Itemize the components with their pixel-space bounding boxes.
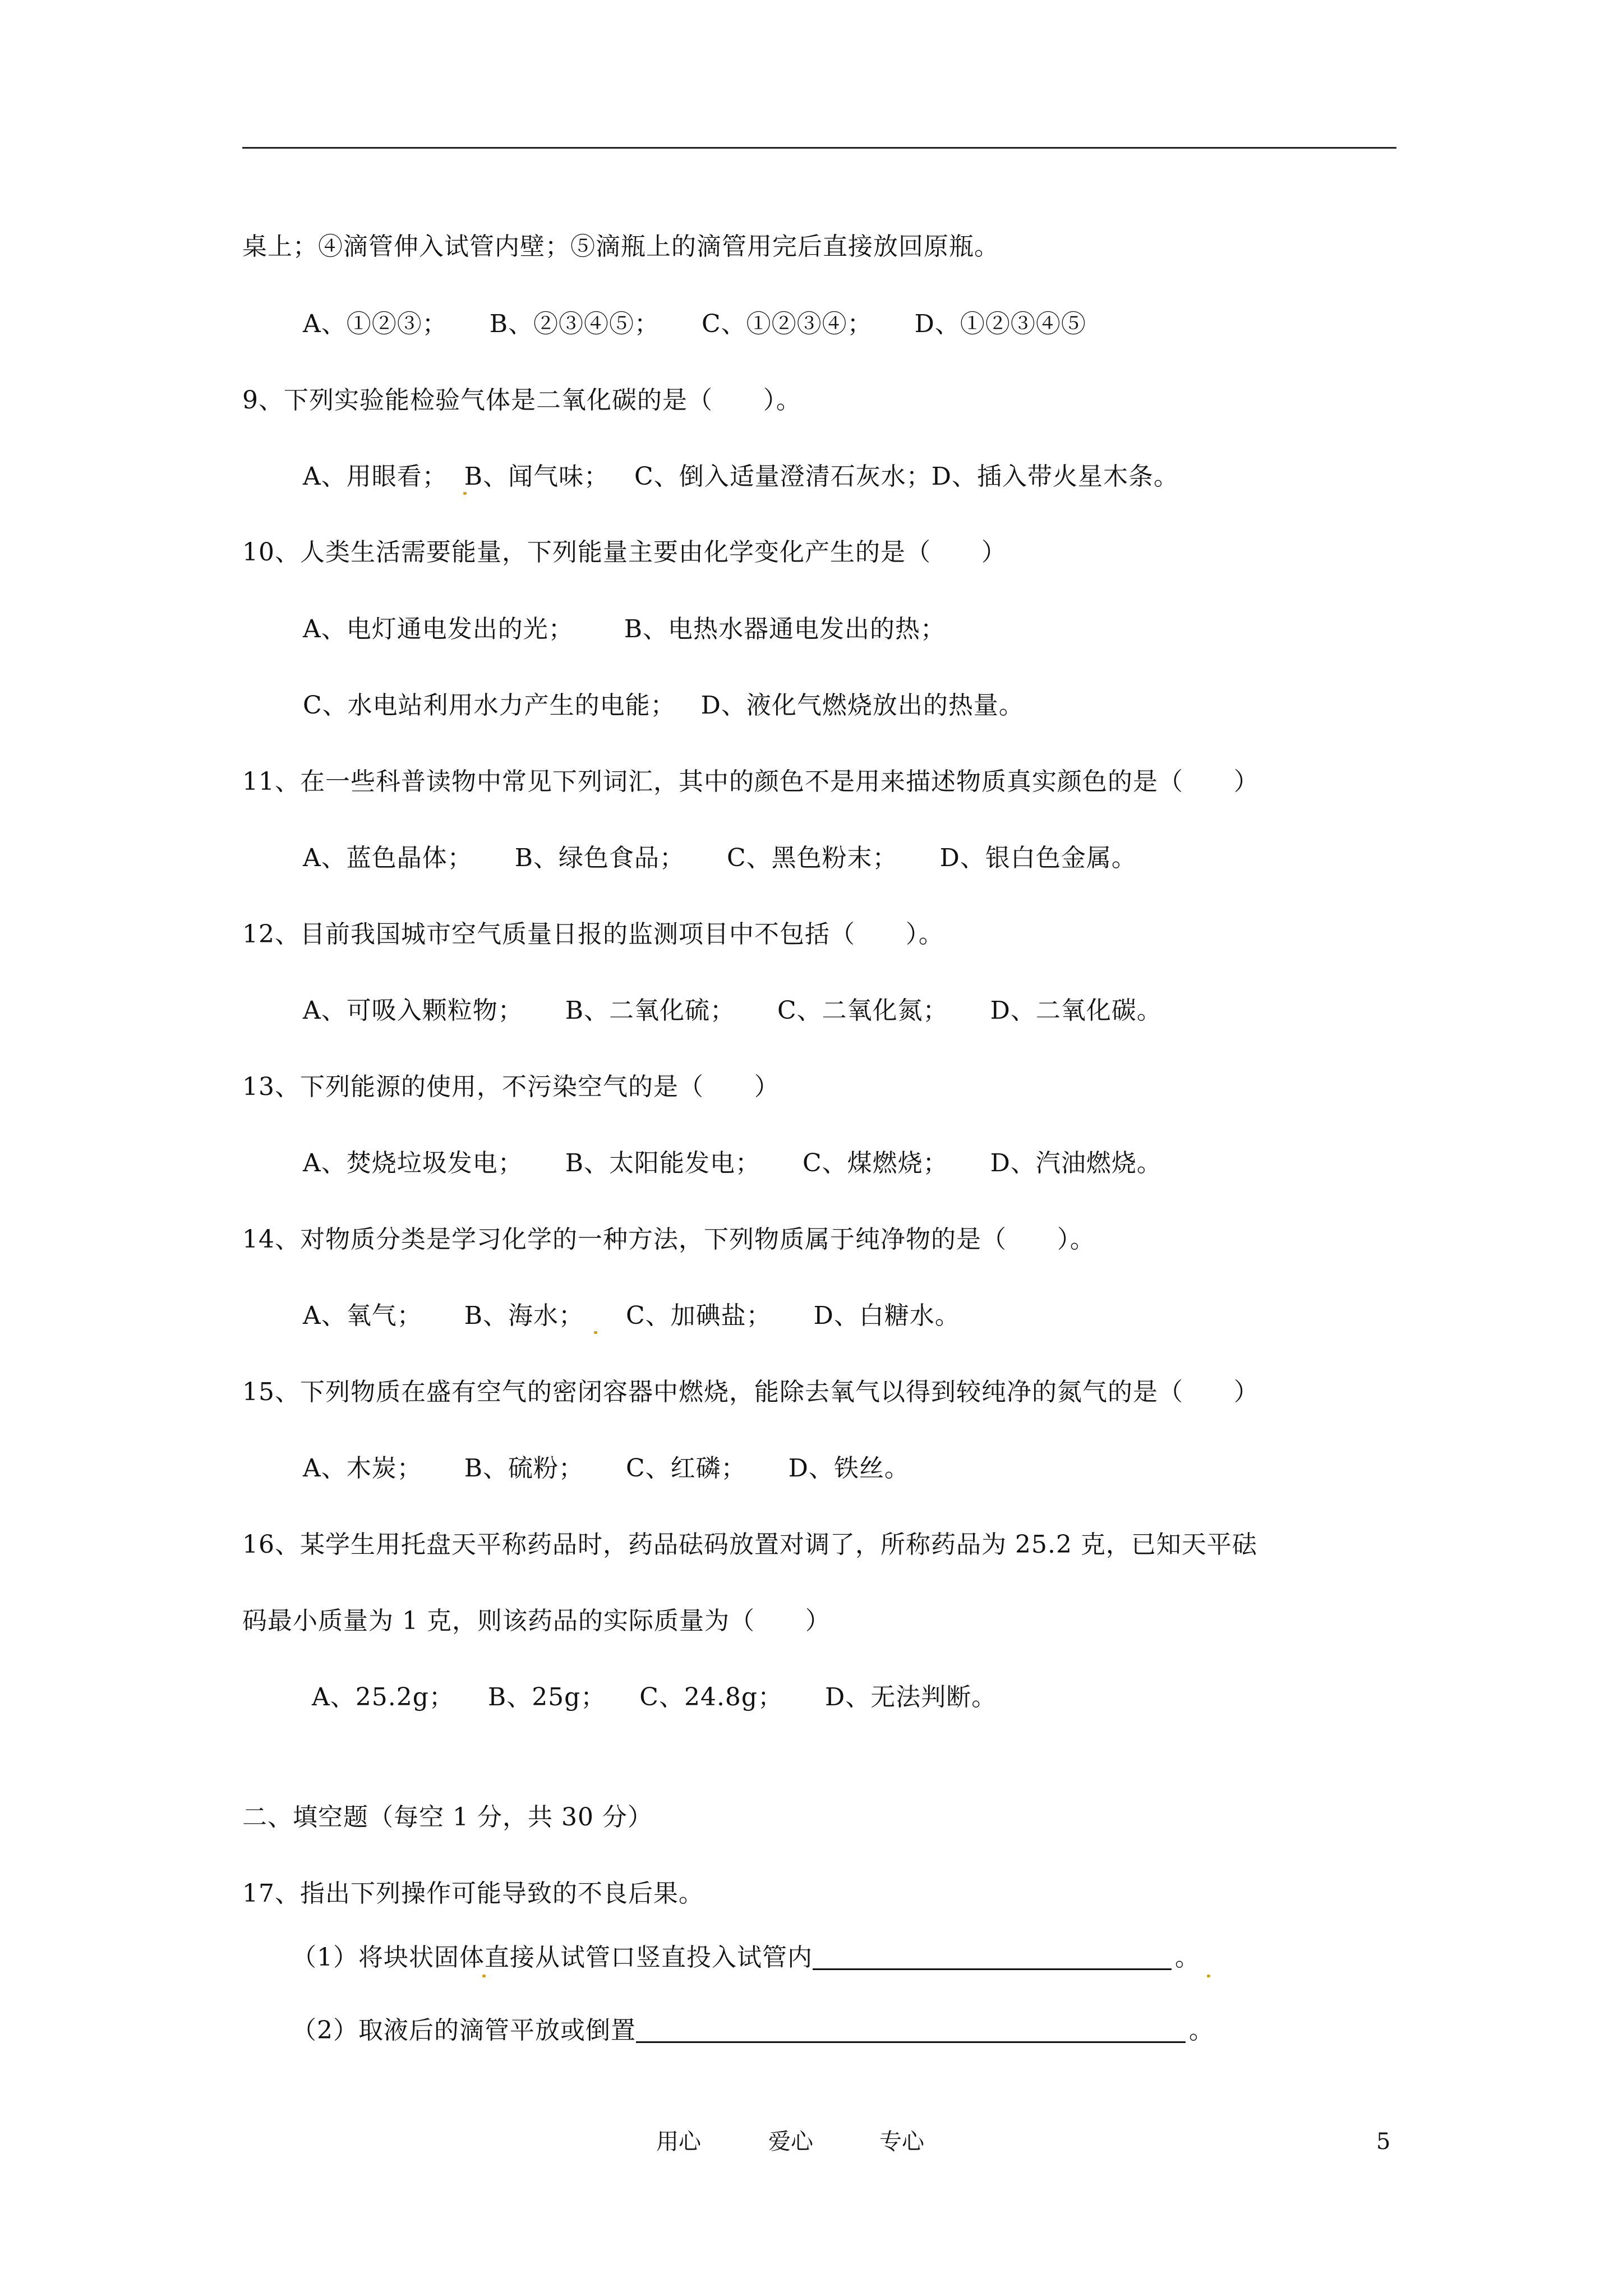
footer-motto-3: 专心 [879,2129,924,2155]
q11-options: A、蓝色晶体； B、绿色食品； C、黑色粉末； D、银白色金属。 [303,844,1137,872]
question-12: 12、目前我国城市空气质量日报的监测项目中不包括（ ）。 [242,920,944,949]
q16-options: A、25.2g； B、25g； C、24.8g； D、无法判断。 [312,1683,997,1711]
continued-text: 桌上；④滴管伸入试管内壁；⑤滴瓶上的滴管用完后直接放回原瓶。 [242,232,999,261]
question-15: 15、下列物质在盛有空气的密闭容器中燃烧，能除去氧气以得到较纯净的氮气的是（ ） [242,1378,1259,1406]
q17-item-2-text: （2）取液后的滴管平放或倒置 [292,2016,636,2045]
q17-item-2 [292,2014,1214,2047]
stray-mark [482,1975,486,1977]
q8-options: A、①②③； B、②③④⑤； C、①②③④； D、①②③④⑤ [303,310,1086,338]
q10-options-ab: A、电灯通电发出的光； B、电热水器通电发出的热； [303,615,946,643]
question-10: 10、人类生活需要能量，下列能量主要由化学变化产生的是（ ） [242,538,1007,567]
stray-mark [463,492,467,495]
q17-item-1 [292,1941,1200,1975]
footer-motto-1: 用心 [656,2129,701,2155]
stray-mark [594,1331,597,1334]
q10-options-cd: C、水电站利用水力产生的电能； D、液化气燃烧放出的热量。 [303,691,1024,720]
q17-item-1-text: （1）将块状固体直接从试管口竖直投入试管内 [292,1943,813,1972]
question-17: 17、指出下列操作可能导致的不良后果。 [242,1879,704,1908]
stray-mark [1207,1975,1210,1977]
q14-options: A、氧气； B、海水； C、加碘盐； D、白糖水。 [303,1301,960,1330]
section-heading: 二、填空题（每空 1 分，共 30 分） [242,1803,653,1832]
q15-options: A、木炭； B、硫粉； C、红磷； D、铁丝。 [303,1454,910,1483]
q9-options: A、用眼看； B、闻气味； C、倒入适量澄清石灰水；D、插入带火星木条。 [303,462,1179,491]
question-13: 13、下列能源的使用，不污染空气的是（ ） [242,1073,780,1101]
answer-blank-2[interactable] [636,2014,1186,2043]
question-16-cont: 码最小质量为 1 克，则该药品的实际质量为（ ） [242,1607,831,1635]
answer-blank-1[interactable] [813,1941,1172,1970]
q17-item-2-period: 。 [1189,2016,1214,2045]
question-11: 11、在一些科普读物中常见下列词汇，其中的颜色不是用来描述物质真实颜色的是（ ） [242,767,1259,796]
footer-motto-2: 爱心 [768,2129,813,2155]
q12-options: A、可吸入颗粒物； B、二氧化硫； C、二氧化氮； D、二氧化碳。 [303,996,1162,1025]
question-16: 16、某学生用托盘天平称药品时，药品砝码放置对调了，所称药品为 25.2 克，已知天平砝 [242,1530,1257,1559]
page-number: 5 [1376,2129,1391,2155]
q13-options: A、焚烧垃圾发电； B、太阳能发电； C、煤燃烧； D、汽油燃烧。 [303,1149,1162,1177]
header-rule [242,147,1396,149]
q17-item-1-period: 。 [1175,1943,1200,1972]
question-14: 14、对物质分类是学习化学的一种方法，下列物质属于纯净物的是（ ）。 [242,1225,1095,1254]
question-9: 9、下列实验能检验气体是二氧化碳的是（ ）。 [242,386,801,415]
